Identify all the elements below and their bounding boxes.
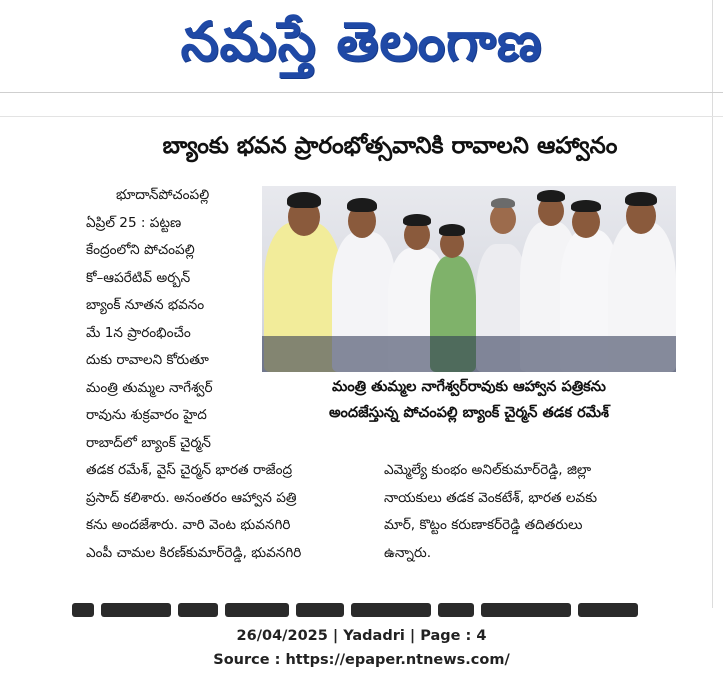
article-line: బ్యాంక్ నూతన భవనం [86, 297, 205, 313]
article-line: ఏప్రిల్ 25 : పట్టణ [86, 214, 182, 231]
article-line: ఎంపీ చామల కిరణ్‌కుమార్‌రెడ్డి, భువనగిరి [86, 544, 302, 561]
article-photo [262, 186, 676, 372]
footer-dateline: 26/04/2025 | Yadadri | Page : 4 [236, 628, 487, 644]
article-column-bottom-left [86, 457, 382, 567]
masthead-divider [0, 92, 723, 93]
caption-line-2: అందజేస్తున్న పోచంపల్లి బ్యాంక్ చైర్మన్ తడక రమేశ్ [328, 405, 610, 421]
article-line: రావును శుక్రవారం హైద [86, 407, 207, 423]
article-line: రాబాద్‌లో బ్యాంక్ చైర్మన్ [86, 434, 211, 451]
newspaper-masthead: నమస్తే తెలంగాణ [180, 10, 543, 73]
article-line: నాయకులు తడక వెంకటేశ్, భారత లవకు [384, 489, 598, 506]
article-line: ఎమ్మెల్యే కుంభం అనిల్‌కుమార్‌రెడ్డి, జిల్లా [384, 462, 592, 478]
caption-line-1: మంత్రి తుమ్మల నాగేశ్వర్‌రావుకు ఆహ్వాన పత్రికను [332, 379, 606, 395]
article-line: తడక రమేశ్, వైస్ చైర్మన్ భారత రాజేంద్ర [86, 462, 293, 478]
cropped-next-headline [72, 602, 672, 620]
article-line: మార్, కొట్టం కరుణాకర్‌రెడ్డి తదితరులు [384, 517, 583, 533]
article-line: భూదాన్‌పోచంపల్లి [116, 187, 210, 203]
article-line: కను అందజేశారు. వారి వెంట భువనగిరి [86, 517, 291, 533]
article-line: కేంద్రంలోని పోచంపల్లి [86, 242, 195, 258]
article-line: ప్రసాద్ కలిశారు. అనంతరం ఆహ్వాన పత్రి [86, 489, 297, 506]
article-line: ఉన్నారు. [384, 544, 432, 561]
article-line: కో–ఆపరేటివ్ అర్బన్ [86, 269, 191, 286]
section-divider [0, 116, 723, 117]
article-line: దుకు రావాలని కోరుతూ [86, 352, 209, 368]
article-line: మే 1న ప్రారంభించేం [86, 324, 191, 341]
footer-source: Source : https://epaper.ntnews.com/ [213, 652, 510, 668]
photo-caption [262, 374, 676, 430]
article-column-bottom-right [384, 457, 676, 567]
article-headline: బ్యాంకు భవన ప్రారంభోత్సవానికి రావాలని ఆహ్వానం [162, 133, 618, 159]
article-line: మంత్రి తుమ్మల నాగేశ్వర్ [86, 379, 213, 396]
article-column-left [86, 182, 258, 457]
